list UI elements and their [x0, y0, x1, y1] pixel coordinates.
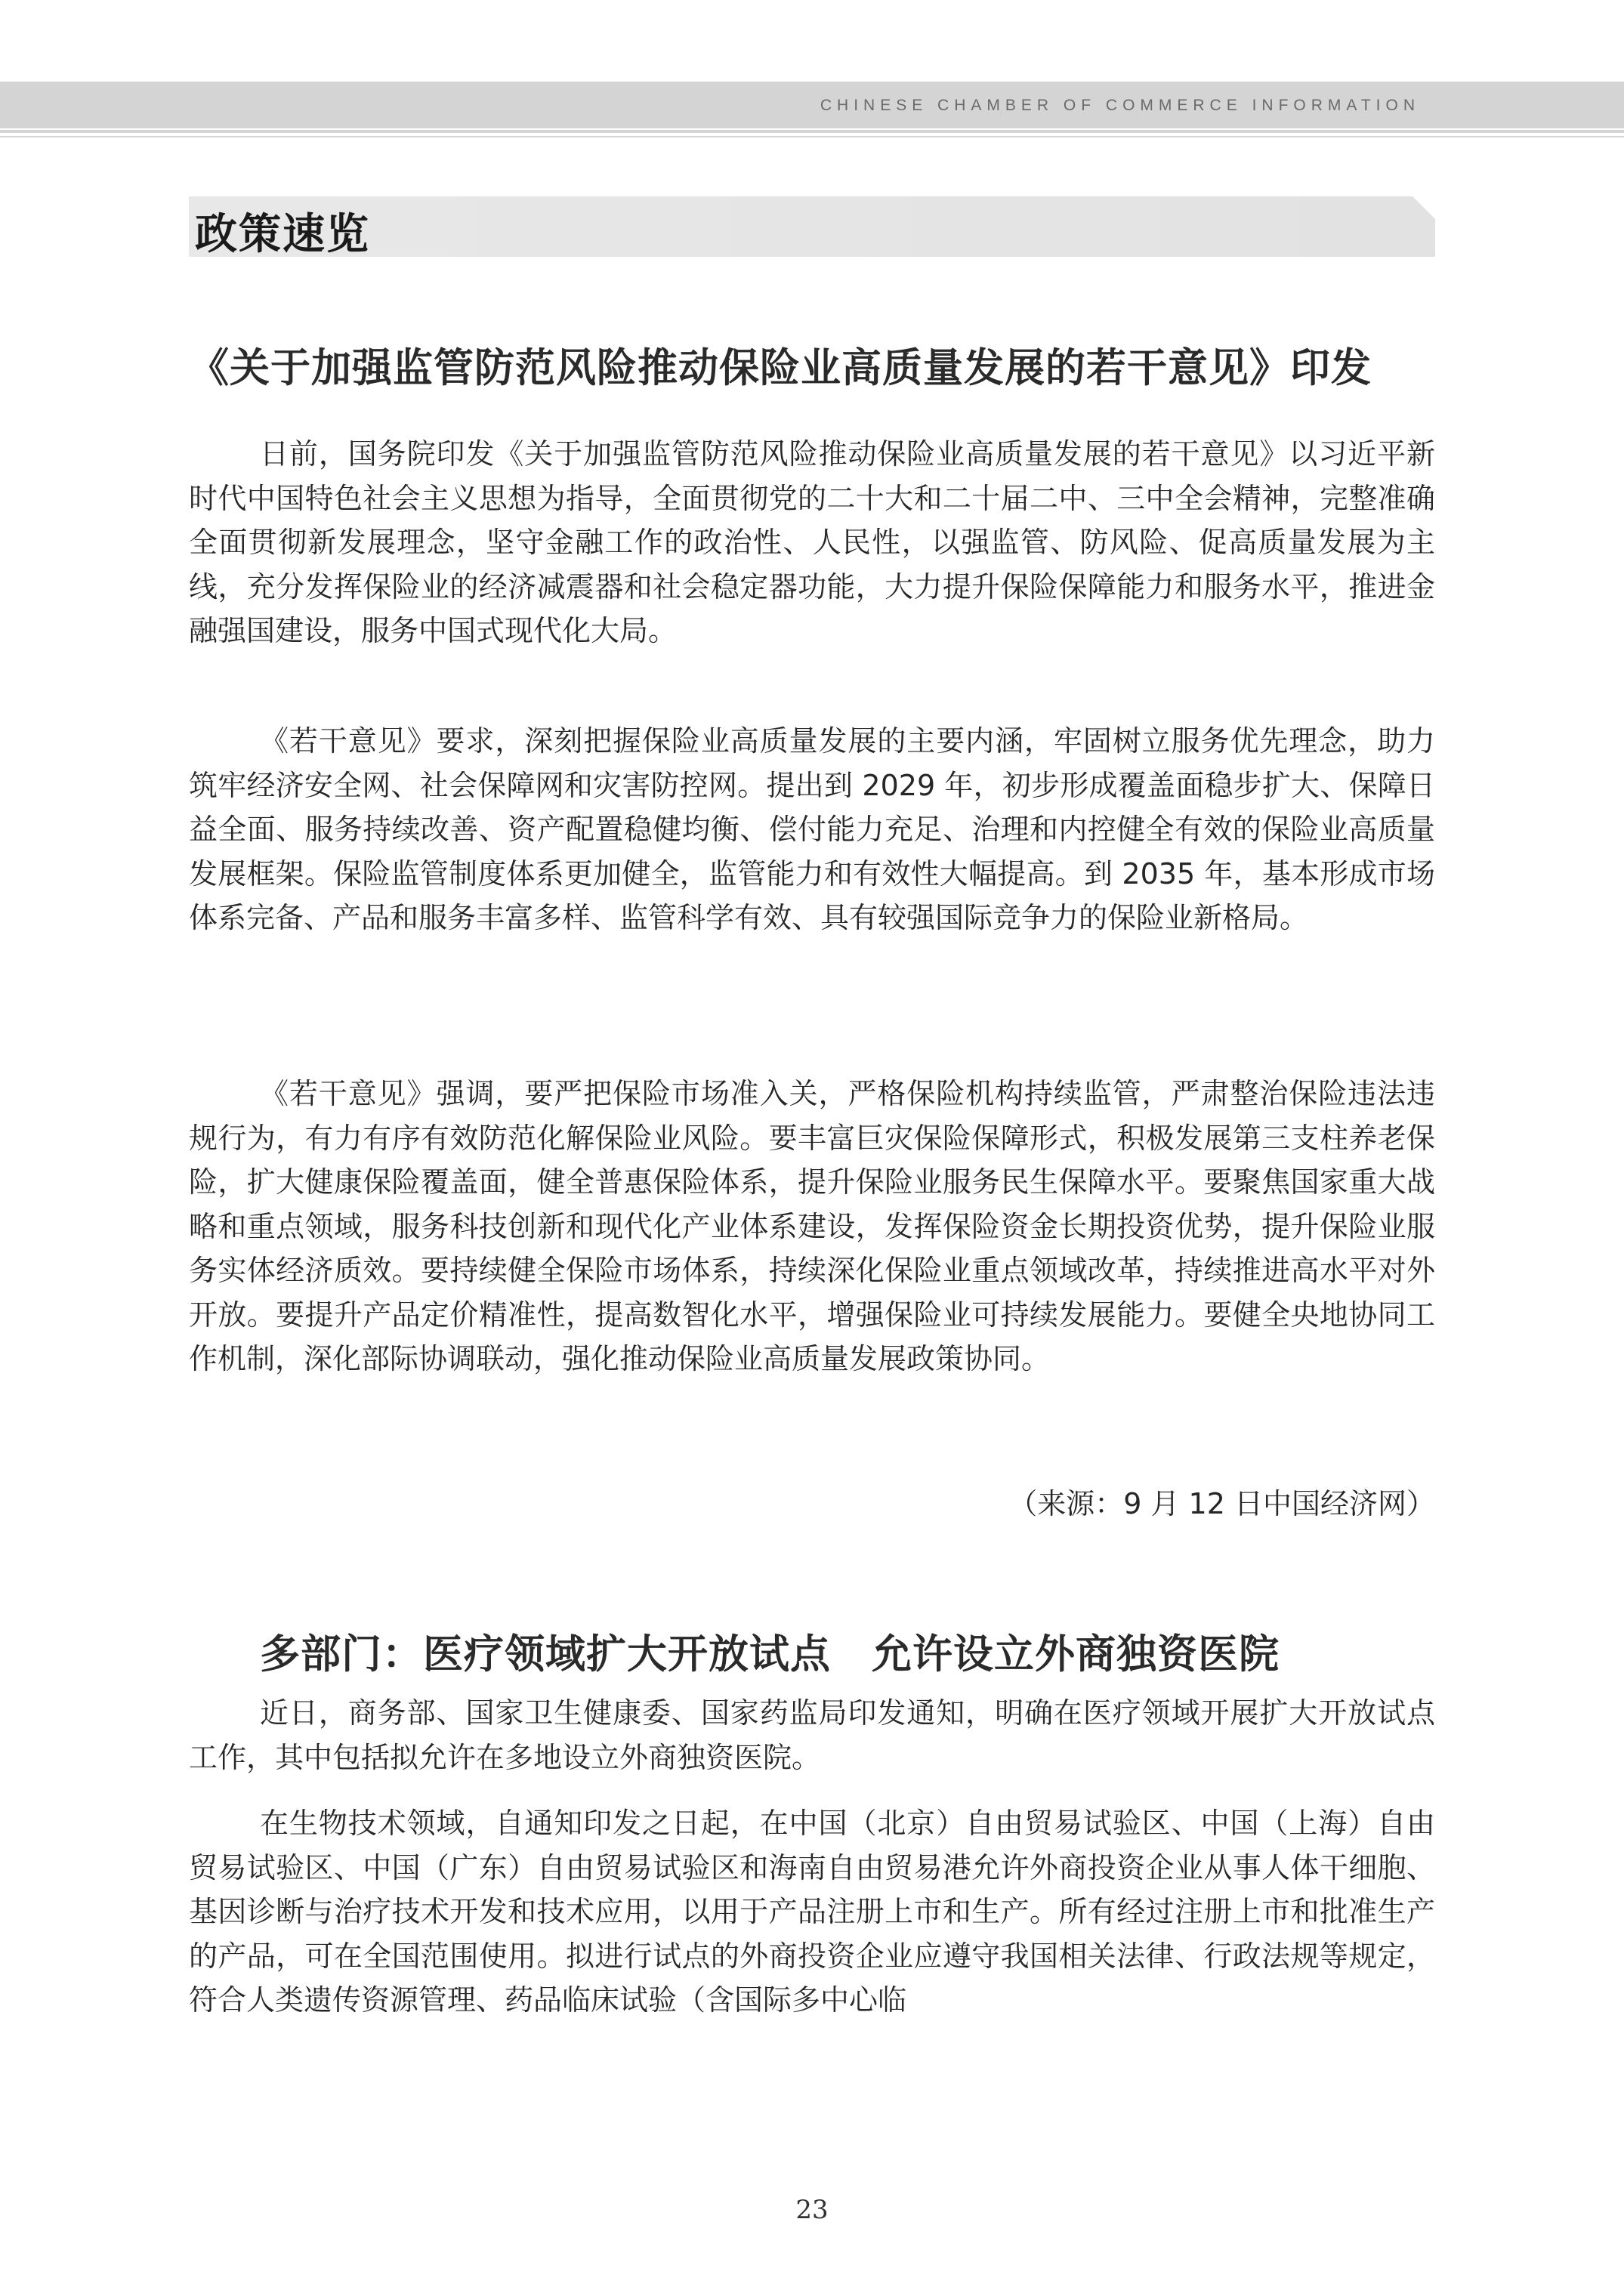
article-2-title: 多部门：医疗领域扩大开放试点 允许设立外商独资医院 — [260, 1631, 1280, 1677]
section-title: 政策速览 — [195, 209, 370, 259]
page-number: 23 — [795, 2195, 829, 2225]
article-1-paragraph-2: 《若干意见》要求，深刻把握保险业高质量发展的主要内涵，牢固树立服务优先理念，助力筑牢经济安全网、社会保障网和灾害防控网。提出到 2029 年，初步形成覆盖面稳步扩大、保障日益全面、服务持续改善、资产配置稳健均衡、偿付能力充足、治理和内控健全有效的保险业高质量发展框架。保险监管制度体系更加健全，监管能力和有效性大幅提高。到 2035 年，基本形成市场体系完备、产品和服务丰富多样、监管科学有效、具有较强国际竞争力的保险业新格局。 — [189, 724, 1435, 934]
article-1-paragraph-3: 《若干意见》强调，要严把保险市场准入关，严格保险机构持续监管，严肃整治保险违法违规行为，有力有序有效防范化解保险业风险。要丰富巨灾保险保障形式，积极发展第三支柱养老保险，扩大健康保险覆盖面，健全普惠保险体系，提升保险业服务民生保障水平。要聚焦国家重大战略和重点领域，服务科技创新和现代化产业体系建设，发挥保险资金长期投资优势，提升保险业服务实体经济质效。要持续健全保险市场体系，持续深化保险业重点领域改革，持续推进高水平对外开放。要提升产品定价精准性，提高数智化水平，增强保险业可持续发展能力。要健全央地协同工作机制，深化部际协调联动，强化推动保险业高质量发展政策协同。 — [189, 1077, 1435, 1375]
header-rule — [0, 130, 1624, 133]
header-rule-thin — [0, 136, 1624, 137]
article-2-paragraph-1: 近日，商务部、国家卫生健康委、国家药监局印发通知，明确在医疗领域开展扩大开放试点工作，其中包括拟允许在多地设立外商独资医院。 — [189, 1696, 1435, 1774]
article-1-source: （来源：9 月 12 日中国经济网） — [1008, 1487, 1435, 1520]
article-1-title: 《关于加强监管防范风险推动保险业高质量发展的若干意见》印发 — [189, 345, 1372, 391]
article-1-paragraph-1: 日前，国务院印发《关于加强监管防范风险推动保险业高质量发展的若干意见》以习近平新时代中国特色社会主义思想为指导，全面贯彻党的二十大和二十届二中、三中全会精神，完整准确全面贯彻新发展理念，坚守金融工作的政治性、人民性，以强监管、防风险、促高质量发展为主线，充分发挥保险业的经济减震器和社会稳定器功能，大力提升保险保障能力和服务水平，推进金融强国建设，服务中国式现代化大局。 — [189, 437, 1435, 647]
section-banner — [189, 196, 1435, 257]
article-2-paragraph-2: 在生物技术领域，自通知印发之日起，在中国（北京）自由贸易试验区、中国（上海）自由贸易试验区、中国（广东）自由贸易试验区和海南自由贸易港允许外商投资企业从事人体干细胞、基因诊断与治疗技术开发和技术应用，以用于产品注册上市和生产。所有经过注册上市和批准生产的产品，可在全国范围使用。拟进行试点的外商投资企业应遵守我国相关法律、行政法规等规定，符合人类遗传资源管理、药品临床试验（含国际多中心临 — [189, 1807, 1435, 2017]
running-header: CHINESE CHAMBER OF COMMERCE INFORMATION — [820, 97, 1420, 114]
